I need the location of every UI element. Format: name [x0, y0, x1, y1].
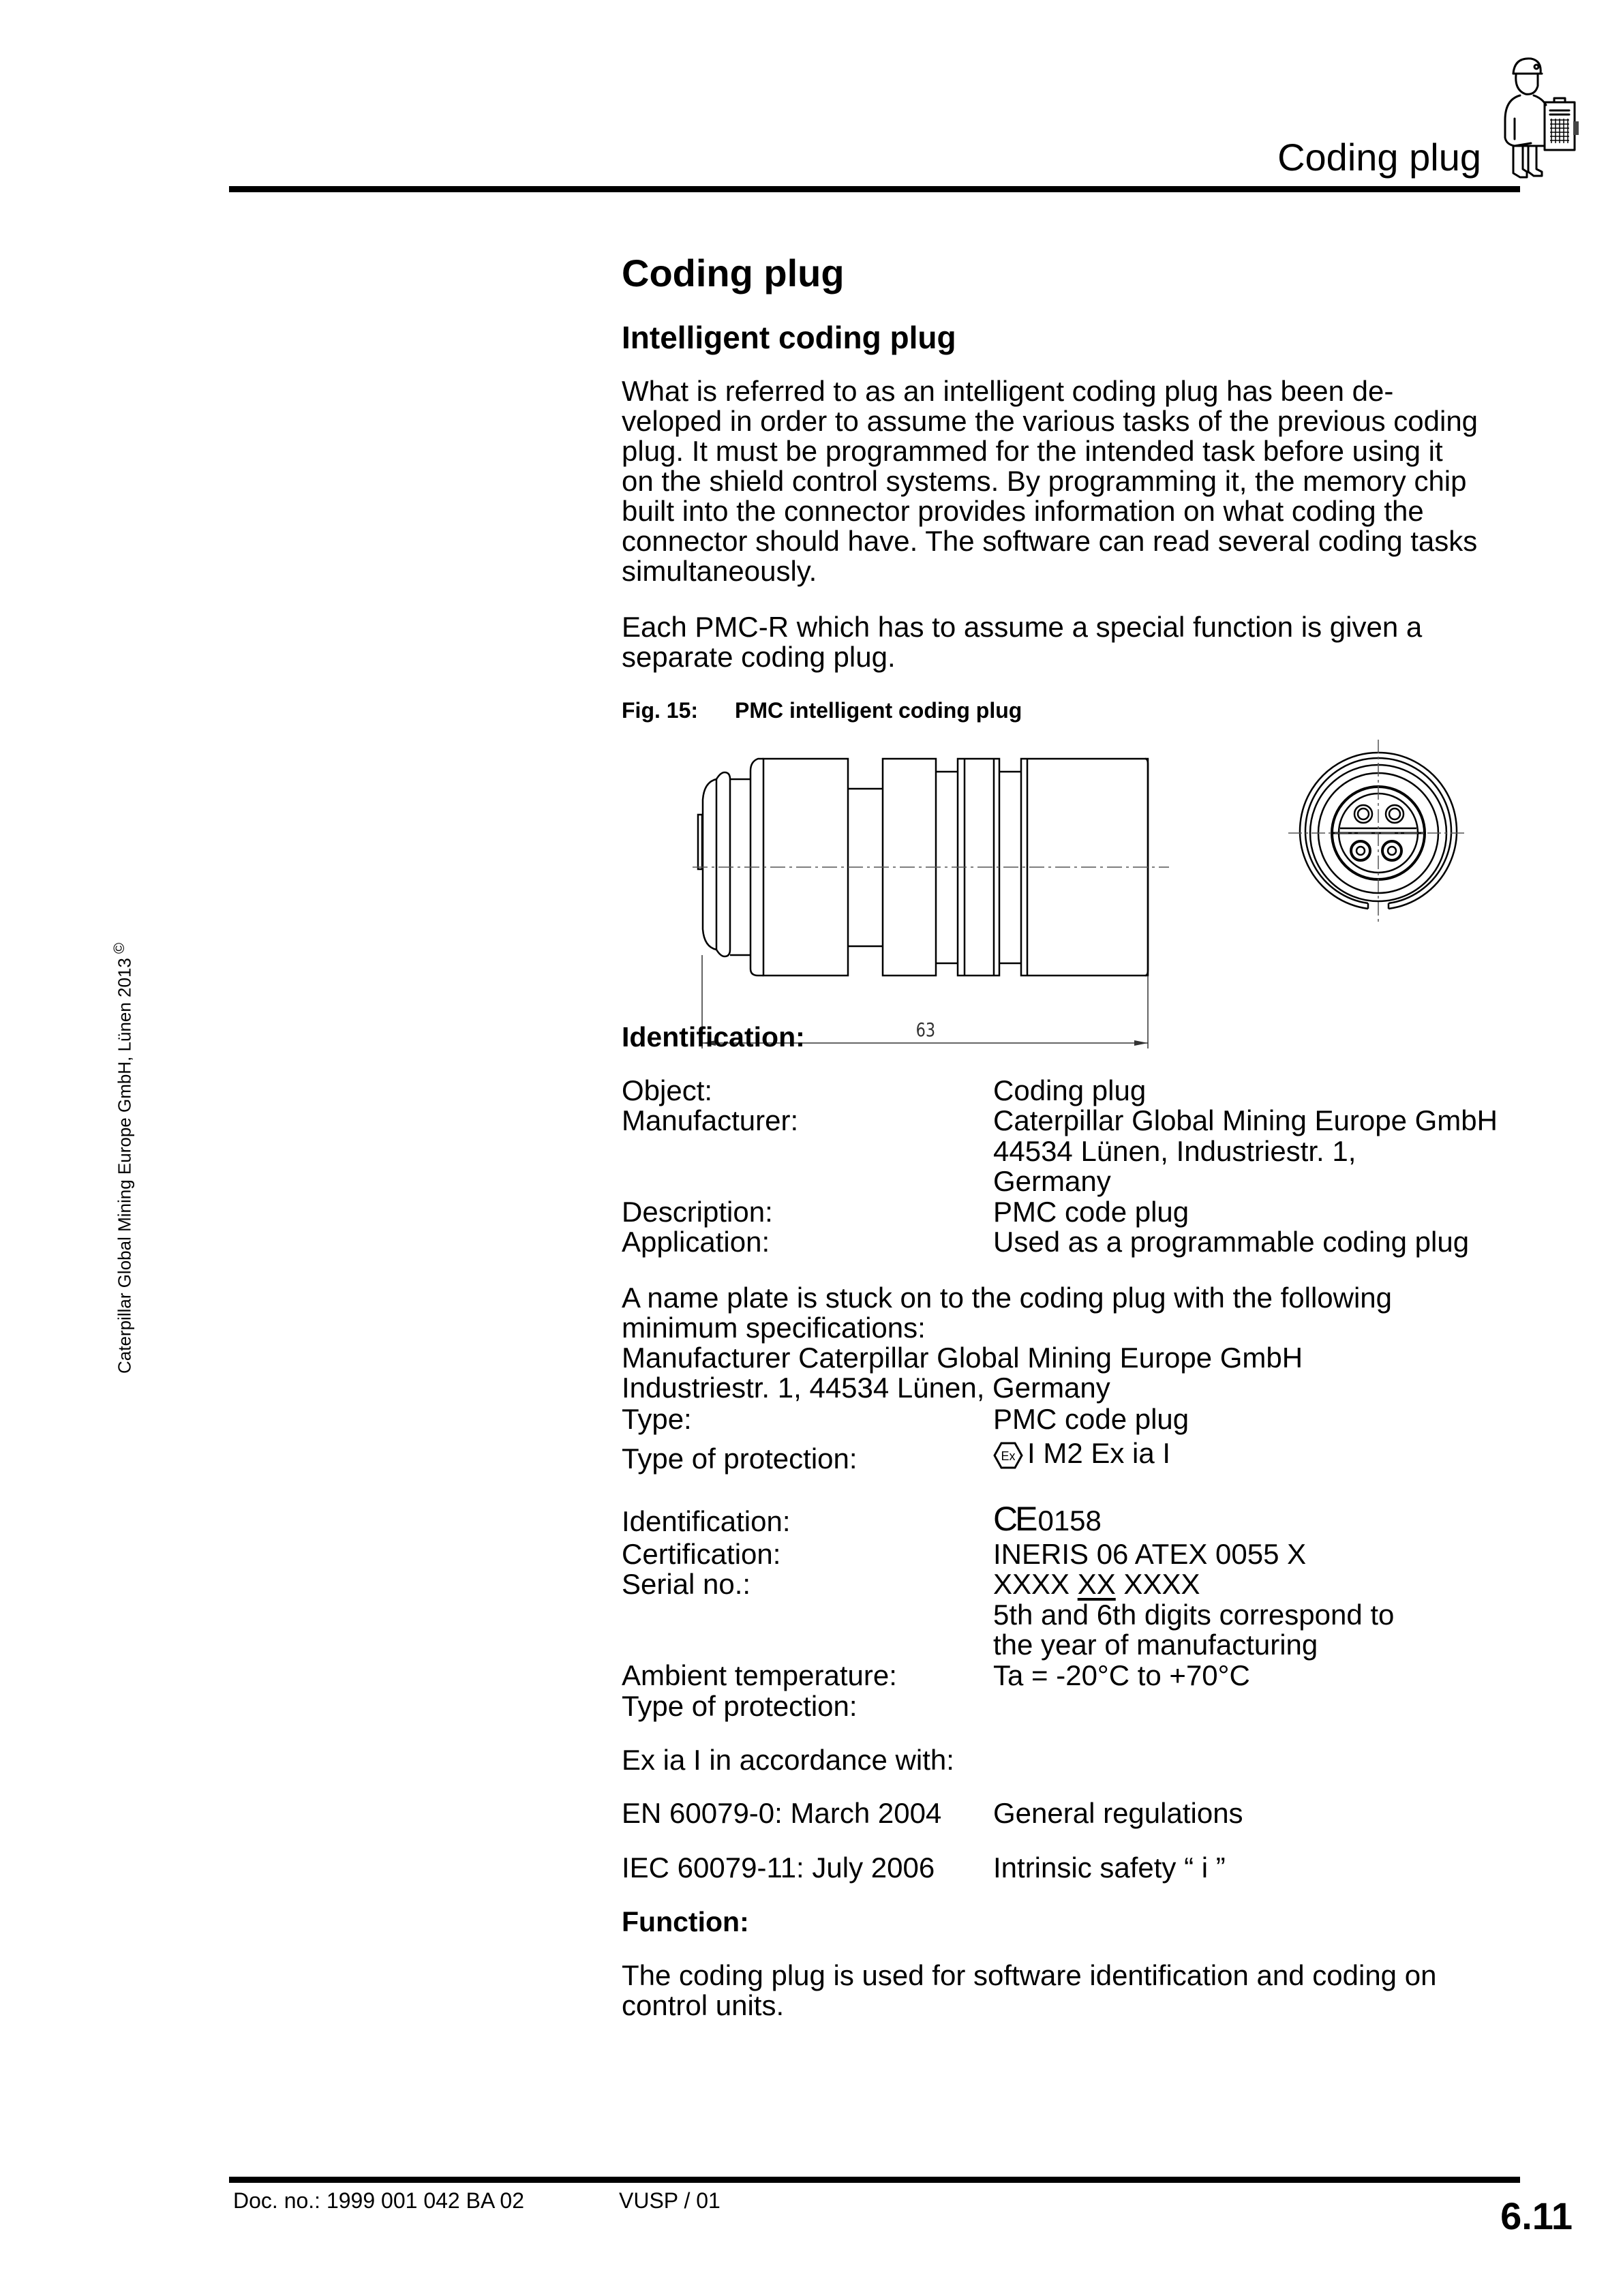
- id-label-description: Description:: [622, 1196, 773, 1228]
- nameplate-intro: [622, 1283, 1392, 1403]
- header-section-title: Coding plug: [1277, 136, 1481, 179]
- identification-heading: Identification:: [622, 1021, 805, 1053]
- nameplate-identification-value: [993, 1500, 1102, 1538]
- id-value-object: Coding plug: [993, 1074, 1147, 1106]
- nameplate-protection-value: [993, 1438, 1170, 1470]
- text-line: control units.: [622, 1989, 785, 2021]
- figure-number: Fig. 15:: [622, 698, 699, 723]
- coding-plug-side-view-drawing: [0, 0, 1623, 1091]
- standard-iec-60079-11-description: Intrinsic safety “ i ”: [993, 1852, 1226, 1884]
- function-paragraph: [622, 1961, 1436, 2021]
- page-subtitle: Intelligent coding plug: [622, 320, 956, 355]
- text-line: Each PMC-R which has to assume a special function is given a: [622, 611, 1423, 643]
- standard-en-60079-0: EN 60079-0: March 2004: [622, 1797, 942, 1829]
- id-value-country: Germany: [993, 1165, 1111, 1197]
- nameplate-serial-value: [993, 1569, 1200, 1599]
- copyright-text: Caterpillar Global Mining Europe GmbH, Lünen 2013: [114, 958, 135, 1374]
- id-value-manufacturer: Caterpillar Global Mining Europe GmbH: [993, 1104, 1498, 1136]
- serial-note-line: 5th and 6th digits correspond to: [993, 1599, 1395, 1631]
- text-line: Industriestr. 1, 44534 Lünen, Germany: [622, 1372, 1110, 1404]
- text-line: Manufacturer Caterpillar Global Mining Europe GmbH: [622, 1342, 1303, 1374]
- serial-note-line: the year of manufacturing: [993, 1629, 1318, 1661]
- id-value-application: Used as a programmable coding plug: [993, 1226, 1470, 1258]
- id-label-manufacturer: Manufacturer:: [622, 1104, 799, 1136]
- nameplate-protection2-label: Type of protection:: [622, 1690, 858, 1722]
- text-line: plug. It must be programmed for the intended task before using it: [622, 435, 1443, 467]
- ce-mark-icon: CE: [993, 1500, 1035, 1538]
- text-line: What is referred to as an intelligent coding plug has been de-: [622, 375, 1394, 407]
- nameplate-ambient-value: Ta = -20°C to +70°C: [993, 1659, 1250, 1691]
- serial-year-digits: XX: [1077, 1568, 1116, 1600]
- standard-en-60079-0-description: General regulations: [993, 1797, 1243, 1829]
- text-line: veloped in order to assume the various tasks of the previous coding: [622, 405, 1478, 437]
- notified-body-number: 0158: [1037, 1505, 1102, 1537]
- page-number: 6.11: [1500, 2194, 1573, 2237]
- standards-intro: Ex ia I in accordance with:: [622, 1744, 954, 1776]
- text-line: on the shield control systems. By programming it, the memory chip: [622, 465, 1467, 497]
- text-line: connector should have. The software can read several coding tasks: [622, 525, 1478, 557]
- text-line: separate coding plug.: [622, 641, 896, 673]
- copyright-symbol: ©: [110, 942, 127, 954]
- nameplate-type-value: PMC code plug: [993, 1403, 1189, 1435]
- nameplate-protection-label: Type of protection:: [622, 1442, 858, 1475]
- footer-doc-number: Doc. no.: 1999 001 042 BA 02: [233, 2188, 524, 2213]
- nameplate-type-label: Type:: [622, 1403, 692, 1435]
- nameplate-certification-value: INERIS 06 ATEX 0055 X: [993, 1538, 1307, 1570]
- text-line: minimum specifications:: [622, 1312, 926, 1344]
- footer-rule: [229, 2177, 1520, 2183]
- coding-plug-end-view-drawing: [1288, 740, 1472, 924]
- page-title: Coding plug: [622, 252, 845, 294]
- nameplate-ambient-label: Ambient temperature:: [622, 1659, 897, 1691]
- id-label-application: Application:: [622, 1226, 770, 1258]
- nameplate-certification-label: Certification:: [622, 1538, 781, 1570]
- text-line: built into the connector provides information on what coding the: [622, 495, 1424, 527]
- text-line: A name plate is stuck on to the coding plug with the following: [622, 1282, 1393, 1314]
- protection-value-text: I M2 Ex ia I: [1027, 1437, 1171, 1469]
- function-heading: Function:: [622, 1906, 749, 1937]
- id-label-object: Object:: [622, 1074, 713, 1106]
- nameplate-identification-label: Identification:: [622, 1505, 791, 1537]
- id-value-address: 44534 Lünen, Industriestr. 1,: [993, 1135, 1356, 1167]
- id-value-description: PMC code plug: [993, 1196, 1189, 1228]
- nameplate-serial-label: Serial no.:: [622, 1568, 751, 1600]
- footer-version: VUSP / 01: [619, 2188, 721, 2213]
- svg-text:Ex: Ex: [1001, 1449, 1016, 1463]
- dimension-label: 63: [915, 1018, 936, 1041]
- figure-caption-text: PMC intelligent coding plug: [735, 698, 1022, 723]
- text-line: simultaneously.: [622, 555, 817, 587]
- serial-part: XXXX: [993, 1568, 1078, 1600]
- ex-hexagon-icon: [993, 1440, 1023, 1470]
- text-line: The coding plug is used for software identification and coding on: [622, 1959, 1437, 1991]
- serial-part: XXXX: [1115, 1568, 1200, 1600]
- standard-iec-60079-11: IEC 60079-11: July 2006: [622, 1852, 935, 1884]
